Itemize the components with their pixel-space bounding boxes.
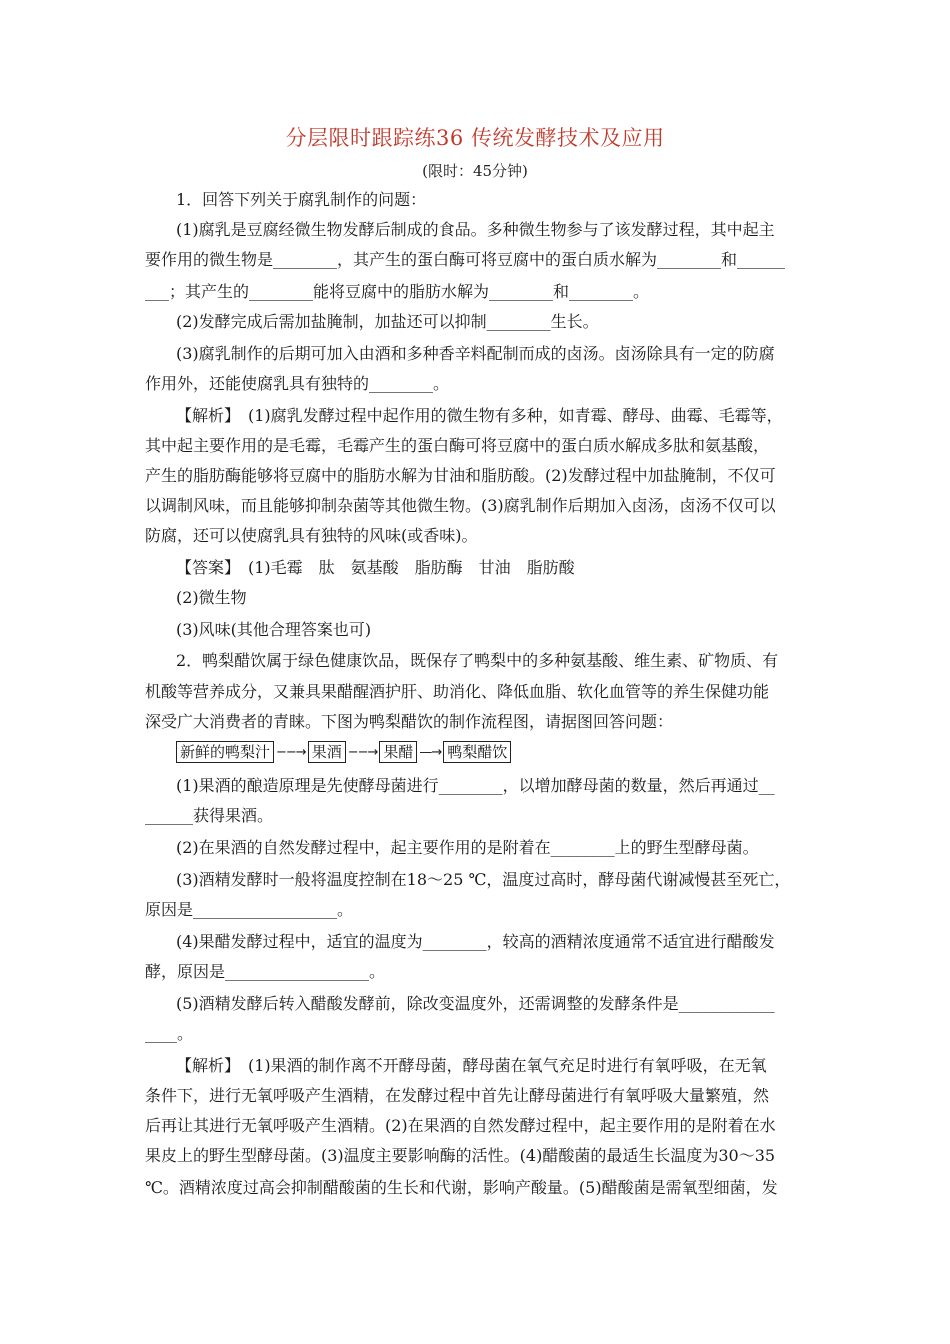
q2-part1-line1: (1)果酒的酿造原理是先使酵母菌进行________，以增加酵母菌的数量，然后再通过__ xyxy=(176,776,775,795)
q1-part2: (2)发酵完成后需加盐腌制，加盐还可以抑制________生长。 xyxy=(176,312,599,331)
flow-arrow-solid: —→ xyxy=(419,744,442,760)
flow-arrow-dashed: −−→ xyxy=(276,744,306,760)
flow-step-wine: 果酒 xyxy=(308,741,346,763)
q1-part1-line1: (1)腐乳是豆腐经微生物发酵后制成的食品。多种微生物参与了该发酵过程，其中起主 xyxy=(176,220,775,239)
q1-answer-line2: (2)微生物 xyxy=(176,588,247,607)
q1-answer-line1: 【答案】 (1)毛霉 肽 氨基酸 脂肪酶 甘油 脂肪酸 xyxy=(176,558,575,577)
q1-analysis-line1: 【解析】 (1)腐乳发酵过程中起作用的微生物有多种，如青霉、酵母、曲霉、毛霉等， xyxy=(176,406,783,425)
q1-part1-line2: 要作用的微生物是________，其产生的蛋白酶可将豆腐中的蛋白质水解为________和______ xyxy=(145,250,786,269)
q2-analysis-line3: 后再让其进行无氧呼吸产生酒精。(2)在果酒的自然发酵过程中，起主要作用的是附着在水 xyxy=(145,1116,776,1135)
q2-part4-line2: 酵，原因是__________________。 xyxy=(145,962,386,981)
q2-part1-line2: ______获得果酒。 xyxy=(145,806,274,825)
flow-step-juice: 新鲜的鸭梨汁 xyxy=(176,741,274,763)
q2-analysis-line2: 条件下，进行无氧呼吸产生酒精，在发酵过程中首先让酵母菌进行有氧呼吸大量繁殖，然 xyxy=(145,1086,770,1105)
page-title: 分层限时跟踪练36 传统发酵技术及应用 xyxy=(285,126,665,150)
time-limit: (限时：45分钟) xyxy=(422,162,528,180)
q1-answer-line3: (3)风味(其他合理答案也可) xyxy=(176,620,372,639)
q2-stem-line1: 2．鸭梨醋饮属于绿色健康饮品，既保存了鸭梨中的多种氨基酸、维生素、矿物质、有 xyxy=(176,651,779,670)
q1-analysis-line5: 防腐，还可以使腐乳具有独特的风味(或香味)。 xyxy=(145,526,478,545)
flow-arrow-dashed: −−→ xyxy=(347,744,378,760)
q2-part5-line2: ____。 xyxy=(145,1024,194,1043)
q2-stem-line3: 深受广大消费者的青睐。下图为鸭梨醋饮的制作流程图，请据图回答问题： xyxy=(145,712,674,731)
flow-step-drink: 鸭梨醋饮 xyxy=(443,741,511,763)
q2-part4-line1: (4)果醋发酵过程中，适宜的温度为________，较高的酒精浓度通常不适宜进行醋酸发 xyxy=(176,932,775,951)
q2-analysis-line1: 【解析】 (1)果酒的制作离不开酵母菌，酵母菌在氧气充足时进行有氧呼吸，在无氧 xyxy=(176,1056,767,1075)
q2-analysis-line4: 果皮上的野生型酵母菌。(3)温度主要影响酶的活性。(4)醋酸菌的最适生长温度为30～35 xyxy=(145,1146,776,1165)
q1-part3-line2: 作用外，还能使腐乳具有独特的________。 xyxy=(145,374,450,393)
q2-stem-line2: 机酸等营养成分，又兼具果醋醒酒护肝、助消化、降低血脂、软化血管等的养生保健功能 xyxy=(145,682,770,701)
q1-analysis-line3: 产生的脂肪酶能够将豆腐中的脂肪水解为甘油和脂肪酸。(2)发酵过程中加盐腌制，不仅可 xyxy=(145,466,776,485)
q2-analysis-line5: ℃。酒精浓度过高会抑制醋酸菌的生长和代谢，影响产酸量。(5)醋酸菌是需氧型细菌，发 xyxy=(145,1178,778,1197)
q2-part3-line1: (3)酒精发酵时一般将温度控制在18～25 ℃，温度过高时，酵母菌代谢减慢甚至死亡， xyxy=(176,870,791,889)
flow-diagram xyxy=(176,740,511,764)
q1-analysis-line2: 其中起主要作用的是毛霉，毛霉产生的蛋白酶可将豆腐中的蛋白质水解成多肽和氨基酸， xyxy=(145,436,770,455)
flow-step-vinegar: 果醋 xyxy=(379,741,417,763)
q2-part2: (2)在果酒的自然发酵过程中，起主要作用的是附着在________上的野生型酵母菌。 xyxy=(176,838,759,857)
q2-part3-line2: 原因是__________________。 xyxy=(145,900,354,919)
q1-stem: 1．回答下列关于腐乳制作的问题： xyxy=(176,190,427,209)
q2-part5-line1: (5)酒精发酵后转入醋酸发酵前，除改变温度外，还需调整的发酵条件是____________ xyxy=(176,994,775,1013)
q1-analysis-line4: 以调制风味，而且能够抑制杂菌等其他微生物。(3)腐乳制作后期加入卤汤，卤汤不仅可以 xyxy=(145,496,776,515)
q1-part1-line3: ___；其产生的________能将豆腐中的脂肪水解为________和________。 xyxy=(145,282,650,301)
q1-part3-line1: (3)腐乳制作的后期可加入由酒和多种香辛料配制而成的卤汤。卤汤除具有一定的防腐 xyxy=(176,344,775,363)
